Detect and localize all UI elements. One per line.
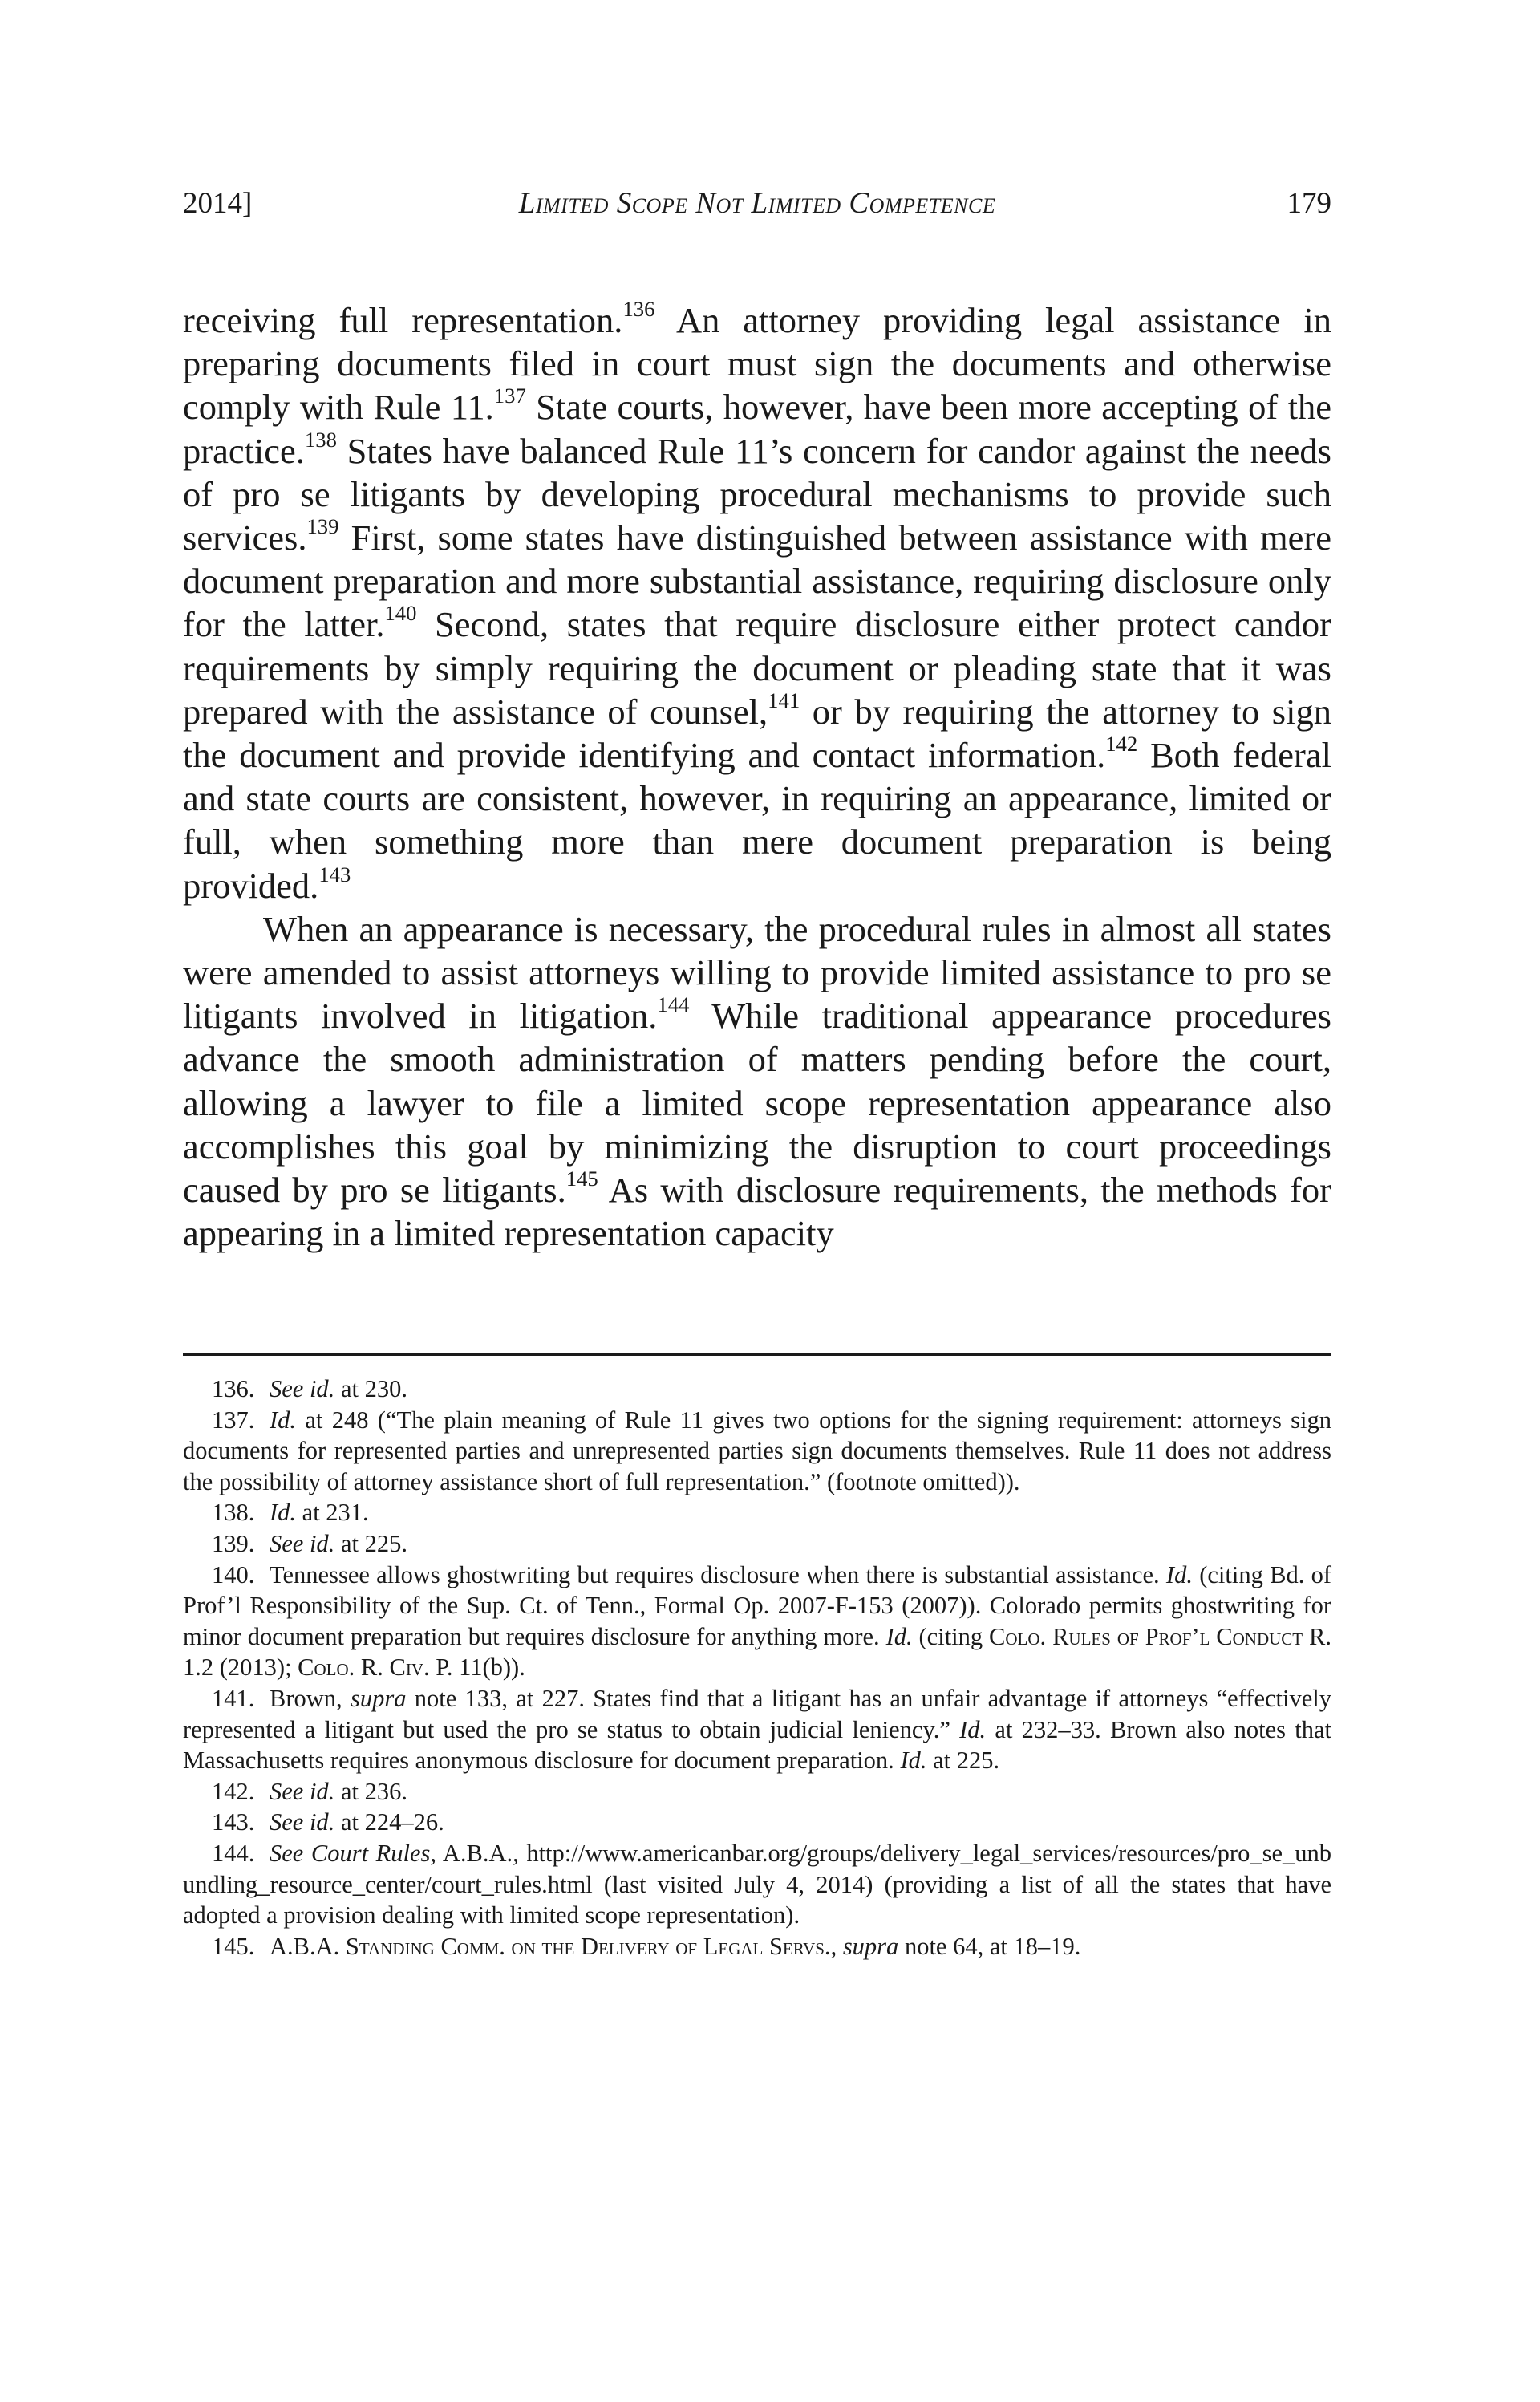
footnote-ref-143[interactable]: 143 <box>318 862 351 887</box>
footnote-141: 141. Brown, supra note 133, at 227. States find that a litigant has an unfair advantage if attorneys “effectively represented a litigant but used the pro se status to obtain judicial leniency.” Id. at 232–33. Brown also notes that Massachusetts requires anonymous disclosure for document preparation. Id. at 225. <box>183 1684 1331 1775</box>
footnote-ref-142[interactable]: 142 <box>1105 732 1138 757</box>
paragraph-1: receiving full representation.$^{136}$ An attorney providing legal assistance in preparing documents filed in court must sign the documents and otherwise comply with Rule 11.$^{137}$ State courts, however, have been more accepting of the practice.$^{138}$ States have balanced Rule 11’s concern for candor against the needs of pro se litigants by developing procedural mechanisms to provide such services.$^{139}$ First, some states have distinguished between assistance with mere document preparation and more substantial assistance, requiring disclosure only for the latter.$^{140}$ Second, states that require disclosure either protect candor requirements by simply requiring the document or pleading state that it was prepared with the assistance of counsel,$^{141}$ or by requiring the attorney to sign the document and provide identifying and contact information.$^{142}$ Both federal and state courts are consistent, however, in requiring an appearance, limited or full, when something more than mere document preparation is being provided.$^{143}$ <box>183 296 1331 906</box>
page-number: 179 <box>1287 187 1331 220</box>
footnote-divider <box>183 1353 1331 1356</box>
main-text <box>183 298 1331 1255</box>
header-title: Limited Scope Not Limited Competence <box>518 187 996 220</box>
court-rules-link[interactable]: http://www.americanbar.org/groups/delivery_legal_services/resources/pro_se_unbundling_resource_center/court_rules.html <box>183 1839 1331 1898</box>
footnote-ref-141[interactable]: 141 <box>768 688 800 712</box>
footnote-137: 137. Id. at 248 (“The plain meaning of Rule 11 gives two options for the signing requirement: attorneys sign documents for represented parties and unrepresented parties sign documents themselves. Rule 11 does not address the possibility of attorney assistance short of full representation.” (footnote omitted)). <box>183 1406 1331 1495</box>
footnote-ref-140[interactable]: 140 <box>384 601 417 626</box>
footnote-ref-137[interactable]: 137 <box>493 383 526 408</box>
footnote-136: 136. See id. at 230. <box>212 1375 407 1402</box>
footnote-143: 143. See id. at 224–26. <box>212 1808 444 1836</box>
footnotes <box>183 1373 1331 1962</box>
footnote-145: 145. A.B.A. Standing Comm. on the Delivery of Legal Servs., supra note 64, at 18–19. <box>212 1932 1081 1960</box>
paragraph-2: When an appearance is necessary, the procedural rules in almost all states were amended to assist attorneys willing to provide limited assistance to pro se litigants involved in litigation.$^{144}$ While traditional appearance procedures advance the smooth administration of matters pending before the court, allowing a lawyer to file a limited scope representation appearance also accomplishes this goal by minimizing the disruption to court proceedings caused by pro se litigants.$^{145}$ As with disclosure requirements, the methods for appearing in a limited representation capacity <box>183 908 1331 1254</box>
footnote-140: 140. Tennessee allows ghostwriting but requires disclosure when there is substantial assistance. Id. (citing Bd. of Prof’l Responsibility of the Sup. Ct. of Tenn., Formal Op. 2007-F-153 (2007)). Colorado permits ghostwriting for minor document preparation but requires disclosure for anything more. Id. (citing Colo. Rules of Prof’l Conduct R. 1.2 (2013); Colo. R. Civ. P. 11(b)). <box>183 1560 1331 1682</box>
running-header <box>183 183 1331 225</box>
footnote-ref-144[interactable]: 144 <box>657 992 690 1017</box>
footnote-138: 138. Id. at 231. <box>212 1499 369 1527</box>
footnote-139: 139. See id. at 225. <box>212 1529 407 1557</box>
footnote-ref-136[interactable]: 136 <box>622 296 655 321</box>
header-year: 2014] <box>183 187 253 220</box>
footnote-ref-139[interactable]: 139 <box>306 514 339 538</box>
footnote-ref-138[interactable]: 138 <box>304 427 337 452</box>
footnote-142: 142. See id. at 236. <box>212 1777 407 1805</box>
footnote-144: 144. See Court Rules, A.B.A., http://www.americanbar.org/groups/delivery_legal_services/resources/pro_se_unbundling_resource_center/court_rules.html (last visited July 4, 2014) (providing a list of all the states that have adopted a provision dealing with limited scope representation). <box>183 1839 1331 1929</box>
footnote-ref-145[interactable]: 145 <box>565 1167 598 1191</box>
